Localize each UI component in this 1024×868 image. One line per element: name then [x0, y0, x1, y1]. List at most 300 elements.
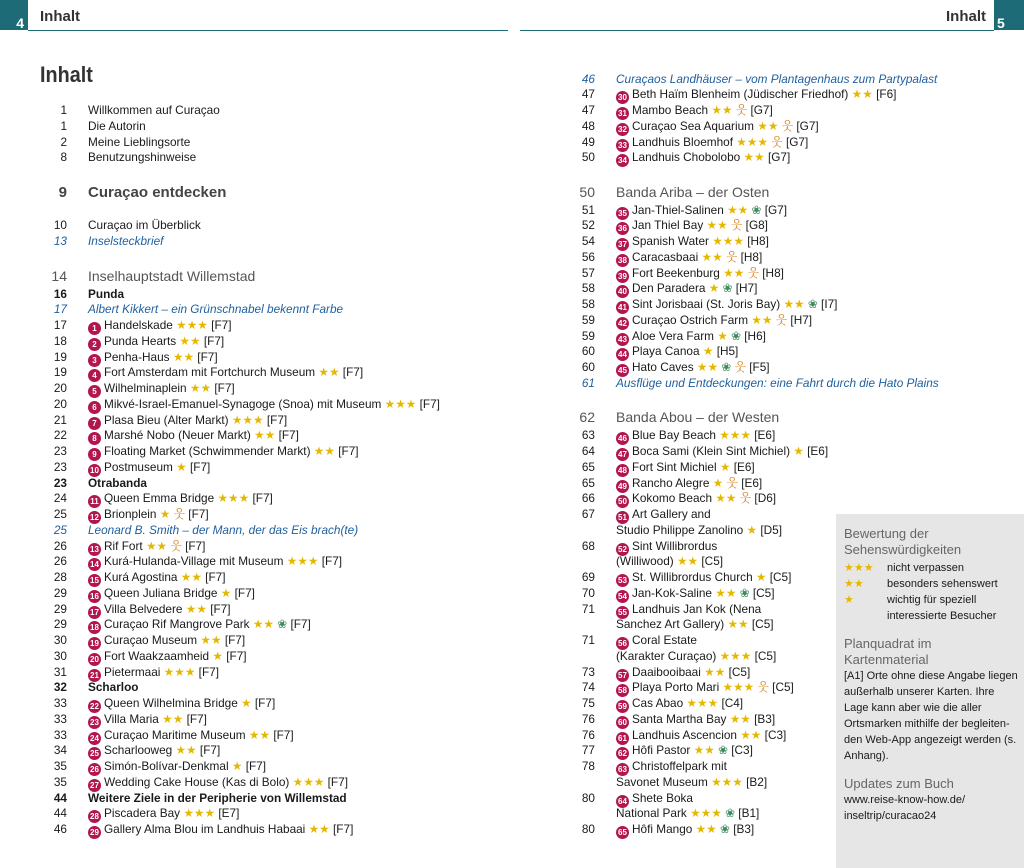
poi-number-badge: 41	[616, 301, 629, 314]
entry-text	[616, 203, 787, 220]
map-grid-ref: [F5]	[745, 360, 770, 375]
toc-entry	[568, 602, 868, 618]
map-grid-ref: [F7]	[181, 538, 206, 553]
toc-entry	[40, 413, 510, 429]
child-icon: 웃	[167, 538, 182, 553]
poi-number-badge: 31	[616, 107, 629, 120]
nature-icon: ❀	[716, 822, 730, 837]
page-ref: 14	[51, 267, 67, 284]
entry-text	[88, 460, 210, 477]
entry-text	[616, 119, 819, 136]
toc-entry	[40, 791, 510, 807]
map-grid-ref: [B1]	[735, 806, 760, 821]
rating-stars: ★	[844, 594, 854, 606]
map-grid-ref: [F7]	[324, 774, 348, 789]
poi-number-badge: 64	[616, 795, 629, 808]
map-grid-ref: [F7]	[186, 459, 211, 474]
toc-entry	[40, 318, 510, 334]
legend-item	[844, 560, 1019, 576]
entry-text	[616, 491, 776, 508]
entry-text	[88, 234, 163, 250]
entry-text	[616, 586, 775, 603]
legend-item	[844, 576, 1019, 592]
map-grid-ref: [F7]	[270, 727, 294, 742]
rating-stars: ★★	[753, 118, 779, 133]
map-grid-ref: [C3]	[727, 743, 753, 758]
entry-title: Leonard B. Smith – der Mann, der das Eis brach(te)	[88, 522, 359, 537]
page-ref: 33	[53, 711, 67, 726]
entry-text	[616, 570, 791, 587]
toc-entry	[40, 822, 510, 838]
page-ref: 25	[53, 507, 67, 522]
map-grid-ref: [I7]	[817, 297, 838, 312]
page-ref: 73	[581, 664, 595, 679]
entry-title: Beth Haïm Blenheim (Jüdischer Friedhof)	[632, 87, 849, 102]
page-ref: 51	[581, 202, 595, 217]
page-ref: 60	[581, 344, 595, 359]
entry-title: Wilhelminaplein	[104, 381, 187, 396]
entry-title: Queen Juliana Bridge	[104, 585, 218, 600]
entry-text	[616, 266, 784, 283]
poi-number-badge: 23	[88, 716, 101, 729]
entry-title: Kurá Agostina	[104, 570, 178, 585]
page-ref: 54	[581, 234, 595, 249]
map-grid-ref: [G7]	[764, 150, 791, 165]
entry-title: Queen Wilhelmina Bridge	[104, 696, 238, 711]
map-grid-ref: [F7]	[287, 617, 311, 632]
map-grid-ref: [C5]	[748, 617, 774, 632]
page-ref: 30	[53, 648, 67, 663]
toc-entry	[568, 570, 868, 586]
map-grid-ref: [F7]	[195, 664, 220, 679]
page-ref: 56	[581, 249, 595, 264]
entry-text	[88, 266, 255, 287]
entry-title: Ausflüge und Entdeckungen: eine Fahrt durch die Hato Plains	[616, 375, 939, 390]
entry-text	[616, 150, 790, 167]
entry-title: Villa Belvedere	[104, 601, 183, 616]
entry-text	[616, 743, 753, 760]
toc-entry	[568, 360, 868, 376]
toc-entry	[568, 218, 868, 234]
toc-entry	[568, 460, 868, 476]
entry-title: Rancho Alegre	[632, 475, 710, 490]
toc-entry	[568, 329, 868, 345]
poi-number-badge: 40	[616, 285, 629, 298]
entry-title: Plasa Bieu (Alter Markt)	[104, 412, 229, 427]
entry-text	[616, 665, 750, 682]
entry-title: Hôfi Pastor	[632, 743, 691, 758]
map-grid-ref: [B2]	[742, 774, 768, 789]
page-ref: 44	[53, 790, 67, 805]
entry-title: Inselsteckbrief	[88, 234, 164, 249]
poi-number-badge: 65	[616, 826, 629, 839]
toc-entry	[40, 539, 510, 555]
toc-entry	[40, 728, 510, 744]
poi-number-badge: 15	[88, 574, 101, 587]
toc-gap	[40, 203, 510, 219]
map-grid-ref: [F7]	[334, 444, 359, 459]
rating-stars: ★★★	[283, 554, 319, 569]
entry-title: Penha-Haus	[104, 349, 170, 364]
rating-stars: ★★★	[716, 648, 752, 663]
toc-gap	[40, 166, 510, 182]
toc-entry	[568, 281, 868, 297]
entry-text	[88, 743, 220, 760]
legend-box	[836, 514, 1024, 868]
page-number-right: 5	[994, 0, 1024, 30]
map-grid-ref: [F7]	[206, 601, 231, 616]
entry-title: Boca Sami (Klein Sint Michiel)	[632, 444, 791, 459]
poi-number-badge: 33	[616, 139, 629, 152]
nature-icon: ❀	[727, 328, 741, 343]
map-grid-ref: [C5]	[698, 554, 724, 569]
entry-title: Mikvé-Israel-Emanuel-Synagoge (Snoa) mit Museum	[104, 396, 382, 411]
entry-text	[616, 87, 896, 104]
entry-title: Christoffelpark mit	[632, 759, 727, 774]
entry-title: Scharlooweg	[104, 743, 173, 758]
rating-stars: ★★	[712, 491, 737, 506]
entry-title: Curaçao Sea Aquarium	[632, 118, 754, 133]
page-ref: 58	[581, 297, 595, 312]
entry-title: Playa Canoa	[632, 344, 700, 359]
nature-icon: ❀	[721, 806, 736, 821]
rating-stars: ★★	[177, 570, 202, 585]
poi-number-badge: 13	[88, 543, 101, 556]
map-grid-ref: [G7]	[761, 202, 787, 217]
entry-text	[616, 460, 755, 477]
grid-legend-title: Planquadrat im Kartenmaterial	[844, 636, 932, 667]
map-grid-ref: [H5]	[713, 344, 739, 359]
page-ref: 70	[581, 585, 595, 600]
poi-number-badge: 26	[88, 763, 101, 776]
poi-number-badge: 56	[616, 637, 629, 650]
entry-text	[88, 318, 232, 335]
entry-title: Savonet Museum	[616, 774, 708, 789]
entry-title: Handelskade	[104, 318, 173, 333]
map-grid-ref: [C5]	[749, 585, 775, 600]
entry-text	[616, 72, 937, 88]
toc-entry	[568, 491, 868, 507]
toc-entry	[40, 649, 510, 665]
entry-text	[88, 182, 226, 203]
toc-section-heading	[40, 182, 510, 203]
header-rule-right	[520, 30, 994, 31]
legend-label: nicht verpassen	[887, 562, 965, 574]
page-ref: 19	[53, 365, 67, 380]
entry-title: Otrabanda	[88, 475, 147, 490]
entry-title: Hôfi Mango	[632, 822, 693, 837]
toc-entry	[40, 428, 510, 444]
map-grid-ref: [F7]	[183, 711, 207, 726]
page-ref: 80	[581, 822, 595, 837]
map-grid-ref: [F7]	[329, 822, 354, 837]
rating-stars: ★★	[158, 711, 184, 726]
entry-title: Punda	[88, 286, 125, 301]
entry-text	[616, 728, 786, 745]
entry-title: Daaibooibaai	[632, 664, 701, 679]
entry-title: Playa Porto Mari	[632, 680, 720, 695]
poi-number-badge: 49	[616, 480, 629, 493]
child-icon: 웃	[744, 265, 759, 280]
toc-entry	[40, 743, 510, 759]
page-ref: 29	[53, 601, 67, 616]
entry-title: Curaçaos Landhäuser – vom Plantagenhaus zum Partypalast	[616, 71, 938, 86]
entry-text	[616, 313, 812, 330]
poi-number-badge: 12	[88, 511, 101, 524]
entry-text	[616, 135, 808, 152]
poi-number-badge: 28	[88, 810, 101, 823]
page-ref: 23	[53, 475, 67, 490]
rating-stars: ★	[713, 328, 728, 343]
updates-text: www.reise-know-how.de/ inseltrip/curacao24	[844, 794, 966, 822]
poi-number-badge: 46	[616, 432, 629, 445]
nature-icon: ❀	[274, 617, 288, 632]
poi-number-badge: 11	[88, 495, 101, 508]
rating-stars: ★★	[197, 633, 222, 648]
rating-stars: ★★	[250, 428, 276, 443]
poi-number-badge: 2	[88, 338, 101, 351]
legend-label: besonders sehenswert	[887, 578, 998, 590]
child-icon: 웃	[722, 249, 738, 264]
rating-stars: ★★	[249, 617, 274, 632]
map-grid-ref: [B3]	[729, 822, 755, 837]
entry-text	[88, 413, 287, 430]
rating-stars: ★★	[673, 554, 699, 569]
poi-number-badge: 47	[616, 448, 629, 461]
page-ref: 21	[53, 412, 67, 427]
entry-text	[616, 376, 939, 392]
entry-title: Weitere Ziele in der Peripherie von Willemstad	[88, 790, 347, 805]
entry-title: Albert Kikkert – ein Grünschnabel bekennt Farbe	[88, 302, 344, 317]
poi-number-badge: 20	[88, 653, 101, 666]
map-grid-ref: [C5]	[768, 680, 794, 695]
rating-stars: ★★★	[719, 680, 755, 695]
child-icon: 웃	[772, 312, 788, 327]
poi-number-badge: 17	[88, 606, 101, 619]
entry-title: Curaçao Rif Mangrove Park	[104, 617, 250, 632]
toc-entry	[40, 775, 510, 791]
toc-entry	[40, 633, 510, 649]
rating-stars: ★★★	[214, 491, 250, 506]
entry-title: Santa Martha Bay	[632, 711, 727, 726]
page-ref: 32	[53, 680, 67, 695]
entry-title: National Park	[616, 806, 687, 821]
poi-number-badge: 51	[616, 511, 629, 524]
poi-number-badge: 9	[88, 448, 101, 461]
entry-text	[88, 822, 353, 839]
rating-stars: ★	[743, 522, 758, 537]
entry-title: Wedding Cake House (Kas di Bolo)	[104, 774, 290, 789]
entry-title: Blue Bay Beach	[632, 428, 716, 443]
page-ref: 24	[53, 491, 67, 506]
toc-entry	[40, 381, 510, 397]
poi-number-badge: 58	[616, 684, 629, 697]
map-grid-ref: [F7]	[275, 428, 299, 443]
page-ref: 26	[53, 538, 67, 553]
entry-title: Banda Abou – der Westen	[616, 409, 780, 426]
page-ref: 13	[53, 234, 67, 249]
poi-number-badge: 16	[88, 590, 101, 603]
nature-icon: ❀	[719, 281, 733, 296]
rating-stars: ★★★	[707, 774, 743, 789]
page-ref: 80	[581, 790, 595, 805]
entry-text	[616, 712, 775, 729]
entry-text	[616, 218, 768, 235]
nature-icon: ❀	[714, 743, 728, 758]
entry-text	[616, 329, 766, 346]
entry-title: Piscadera Bay	[104, 806, 181, 821]
rating-stars: ★	[705, 281, 720, 296]
rating-stars: ★★	[780, 297, 805, 312]
rating-stars: ★	[716, 459, 731, 474]
child-icon: 웃	[736, 491, 752, 506]
entry-title: Rif Fort	[104, 538, 143, 553]
poi-number-badge: 36	[616, 222, 629, 235]
toc-entry	[568, 759, 868, 775]
page-ref: 20	[53, 381, 67, 396]
rating-stars: ★★	[315, 365, 340, 380]
entry-title: Postmuseum	[104, 459, 173, 474]
child-icon: 웃	[732, 103, 748, 117]
toc-entry	[568, 696, 868, 712]
entry-text	[616, 602, 761, 619]
child-icon: 웃	[723, 475, 738, 490]
map-grid-ref: [C5]	[766, 570, 792, 585]
entry-text	[88, 554, 342, 571]
map-grid-ref: [F7]	[318, 554, 343, 569]
toc-entry	[40, 119, 510, 135]
poi-number-badge: 55	[616, 606, 629, 619]
poi-number-badge: 3	[88, 354, 101, 367]
entry-text	[88, 680, 138, 696]
poi-number-badge: 27	[88, 779, 101, 792]
toc-entry	[40, 397, 510, 413]
rating-stars: ★★★	[844, 562, 874, 574]
rating-stars: ★	[237, 696, 252, 711]
entry-text	[616, 428, 775, 445]
toc-entry	[40, 460, 510, 476]
map-grid-ref: [F7]	[221, 633, 246, 648]
map-grid-ref: [F7]	[339, 365, 364, 380]
toc-entry	[40, 444, 510, 460]
toc-entry	[568, 507, 868, 523]
entry-text	[88, 365, 363, 382]
entry-text	[616, 523, 782, 539]
entry-text	[88, 103, 220, 119]
toc-entry	[40, 712, 510, 728]
page-ref: 29	[53, 585, 67, 600]
page-ref: 18	[53, 333, 67, 348]
toc-entry	[568, 822, 868, 838]
rating-stars: ★★	[700, 664, 726, 679]
toc-entry	[568, 617, 868, 633]
toc-section-heading	[40, 266, 510, 287]
page-ref: 35	[53, 774, 67, 789]
entry-text	[88, 334, 224, 351]
page-ref: 50	[581, 150, 595, 165]
entry-text	[88, 649, 247, 666]
rating-stars: ★★	[724, 617, 749, 632]
rating-stars: ★	[172, 459, 187, 474]
entry-title: Brionplein	[104, 507, 157, 522]
entry-title: Fort Sint Michiel	[632, 459, 717, 474]
entry-text	[88, 665, 219, 682]
toc-entry	[40, 103, 510, 119]
toc-entry	[568, 344, 868, 360]
rating-stars: ★★★	[172, 318, 208, 333]
rating-stars: ★★	[726, 711, 751, 726]
map-grid-ref: [H7]	[787, 312, 813, 327]
map-grid-ref: [E6]	[730, 459, 755, 474]
toc-entry	[568, 743, 868, 759]
page-ref: 16	[53, 286, 67, 301]
rating-stars: ★★★	[289, 774, 325, 789]
rating-stars: ★	[217, 585, 232, 600]
poi-number-badge: 19	[88, 637, 101, 650]
page-ref: 50	[579, 183, 595, 200]
page-ref: 23	[53, 459, 67, 474]
poi-number-badge: 7	[88, 417, 101, 430]
rating-stars: ★	[156, 507, 171, 522]
page-ref: 57	[581, 265, 595, 280]
page-ref: 59	[581, 312, 595, 327]
entry-text	[616, 103, 773, 120]
toc-gap	[40, 250, 510, 266]
page-ref: 60	[581, 360, 595, 375]
entry-text	[88, 507, 209, 524]
rating-stars: ★★★	[381, 396, 417, 411]
page-ref: 10	[53, 218, 67, 233]
entry-text	[616, 759, 727, 776]
entry-title: Sint Willibrordus	[632, 538, 718, 553]
entry-text	[616, 775, 767, 791]
entry-title: Landhuis Chobolobo	[632, 150, 741, 165]
page-ref: 78	[581, 759, 595, 774]
rating-stars: ★★	[169, 349, 195, 364]
toc-entry	[568, 297, 868, 313]
page-ref: 23	[53, 444, 67, 459]
entry-text	[88, 617, 311, 634]
poi-number-badge: 39	[616, 270, 629, 283]
entry-text	[616, 633, 697, 650]
rating-legend-title: Bewertung der Sehenswürdigkeiten	[844, 526, 962, 557]
entry-title: Curaçao Ostrich Farm	[632, 312, 749, 327]
entry-text	[88, 696, 275, 713]
nature-icon: ❀	[748, 202, 762, 217]
entry-text	[88, 539, 205, 556]
entry-title: Punda Hearts	[104, 333, 177, 348]
page-ref: 1	[60, 103, 67, 117]
page-ref: 33	[53, 727, 67, 742]
entry-text	[616, 250, 762, 267]
map-grid-ref: [H8]	[743, 234, 769, 249]
entry-text	[88, 381, 235, 398]
entry-text	[88, 712, 207, 729]
poi-number-badge: 34	[616, 154, 629, 167]
poi-number-badge: 44	[616, 348, 629, 361]
poi-number-badge: 42	[616, 317, 629, 330]
toc-entry	[40, 491, 510, 507]
rating-stars: ★	[209, 648, 223, 663]
entry-text	[616, 360, 770, 377]
map-grid-ref: [C4]	[718, 696, 744, 711]
page-ref: 1	[60, 118, 67, 133]
page-ref: 44	[53, 806, 67, 821]
entry-title: Landhuis Bloemhof	[632, 134, 733, 149]
entry-text	[88, 775, 348, 792]
rating-stars: ★★★	[683, 696, 719, 711]
entry-title: Mambo Beach	[632, 103, 709, 117]
